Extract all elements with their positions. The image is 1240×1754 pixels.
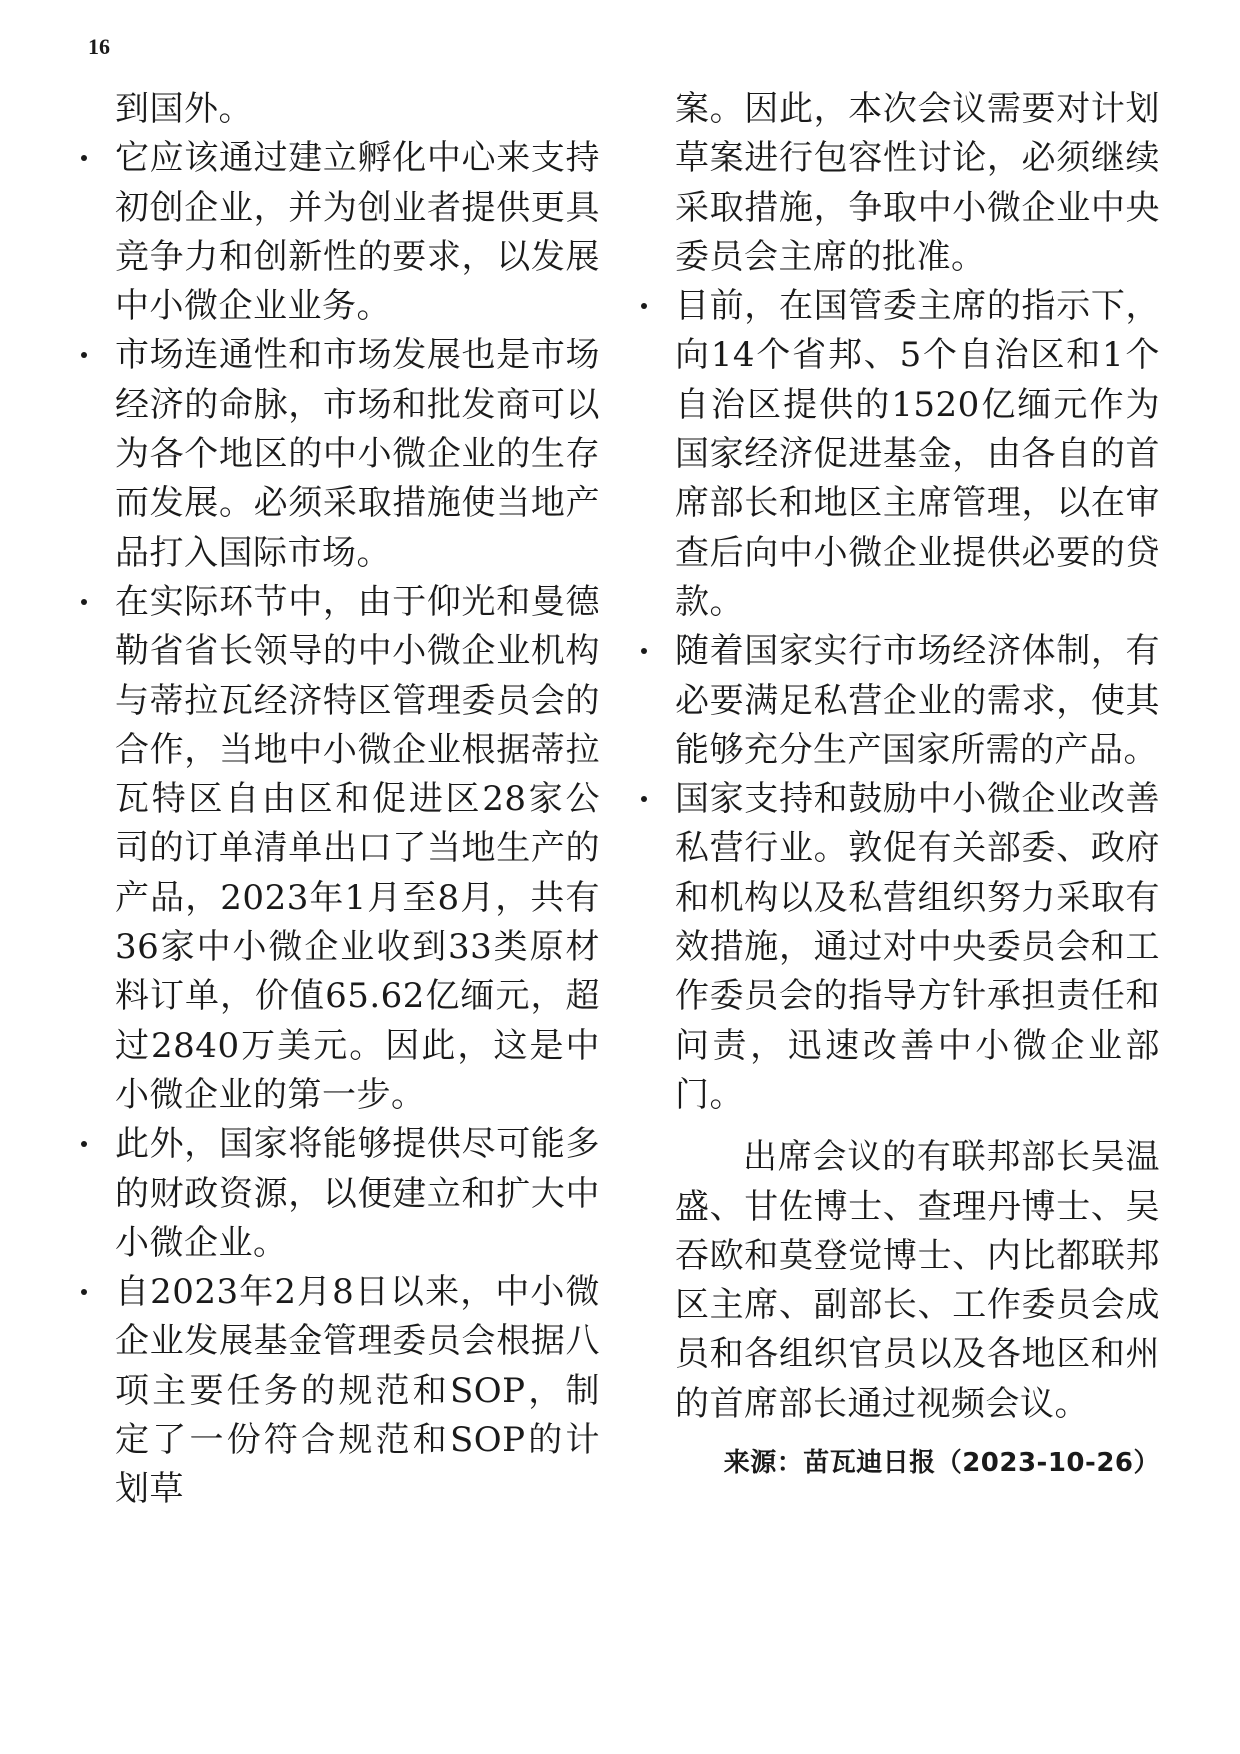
list-item-text: 自2023年2月8日以来，中小微企业发展基金管理委员会根据八项主要任务的规范和SOP，制定了一份符合规范和SOP的计划草 (115, 1272, 600, 1510)
bullet-icon (81, 352, 87, 358)
bullet-icon (641, 648, 647, 654)
list-item-text: 在实际环节中，由于仰光和曼德勒省省长领导的中小微企业机构与蒂拉瓦经济特区管理委员会的合作，当地中小微企业根据蒂拉瓦特区自由区和促进区28家公司的订单清单出口了当地生产的产品，2023年1月至8月，共有36家中小微企业收到33类原材料订单，价值65.62亿缅元，超过2840万美元。因此，这是中小微企业的第一步。 (115, 581, 600, 1115)
list-item-text: 市场连通性和市场发展也是市场经济的命脉，市场和批发商可以为各个地区的中小微企业的生存而发展。必须采取措施使当地产品打入国际市场。 (115, 335, 600, 573)
list-item (675, 775, 1160, 1120)
list-item (115, 1268, 600, 1514)
list-item-text: 随着国家实行市场经济体制，有必要满足私营企业的需求，使其能够充分生产国家所需的产品。 (675, 631, 1160, 770)
list-item-text: 此外，国家将能够提供尽可能多的财政资源，以便建立和扩大中小微企业。 (115, 1124, 600, 1263)
page-number: 16 (88, 34, 110, 59)
list-item (675, 282, 1160, 627)
right-lead-text: 案。因此，本次会议需要对计划草案进行包容性讨论，必须继续采取措施，争取中小微企业中央委员会主席的批准。 (675, 89, 1160, 277)
list-item (675, 627, 1160, 775)
bullet-icon (81, 599, 87, 605)
left-column (115, 85, 600, 1515)
source-credit: 来源：苗瓦迪日报（2023-10-26） (723, 1448, 1160, 1479)
right-bullet-list (675, 282, 1160, 1120)
bullet-icon (81, 155, 87, 161)
list-item-text: 它应该通过建立孵化中心来支持初创企业，并为创业者提供更具竞争力和创新性的要求，以发展中小微企业业务。 (115, 138, 600, 327)
bullet-icon (641, 303, 647, 309)
left-bullet-list (115, 134, 600, 1514)
left-lead-line: 到国外。 (115, 89, 253, 129)
list-item (115, 331, 600, 577)
list-item (115, 1120, 600, 1268)
closing-paragraph: 出席会议的有联邦部长吴温盛、甘佐博士、查理丹博士、吴吞欧和莫登觉博士、内比都联邦区主席、副部长、工作委员会成员和各组织官员以及各地区和州的首席部长通过视频会议。 (675, 1137, 1160, 1424)
bullet-icon (81, 1289, 87, 1295)
bullet-icon (81, 1141, 87, 1147)
bullet-icon (641, 796, 647, 802)
list-item (115, 578, 600, 1120)
right-column (675, 85, 1160, 1483)
list-item-text: 目前，在国管委主席的指示下，向14个省邦、5个自治区和1个自治区提供的1520亿缅元作为国家经济促进基金，由各自的首席部长和地区主席管理，以在审查后向中小微企业提供必要的贷款。 (675, 286, 1160, 622)
list-item (115, 134, 600, 331)
paragraph-spacer (675, 1120, 1160, 1133)
list-item-text: 国家支持和鼓励中小微企业改善私营行业。敦促有关部委、政府和机构以及私营组织努力采取有效措施，通过对中央委员会和工作委员会的指导方针承担责任和问责，迅速改善中小微企业部门。 (675, 779, 1160, 1115)
